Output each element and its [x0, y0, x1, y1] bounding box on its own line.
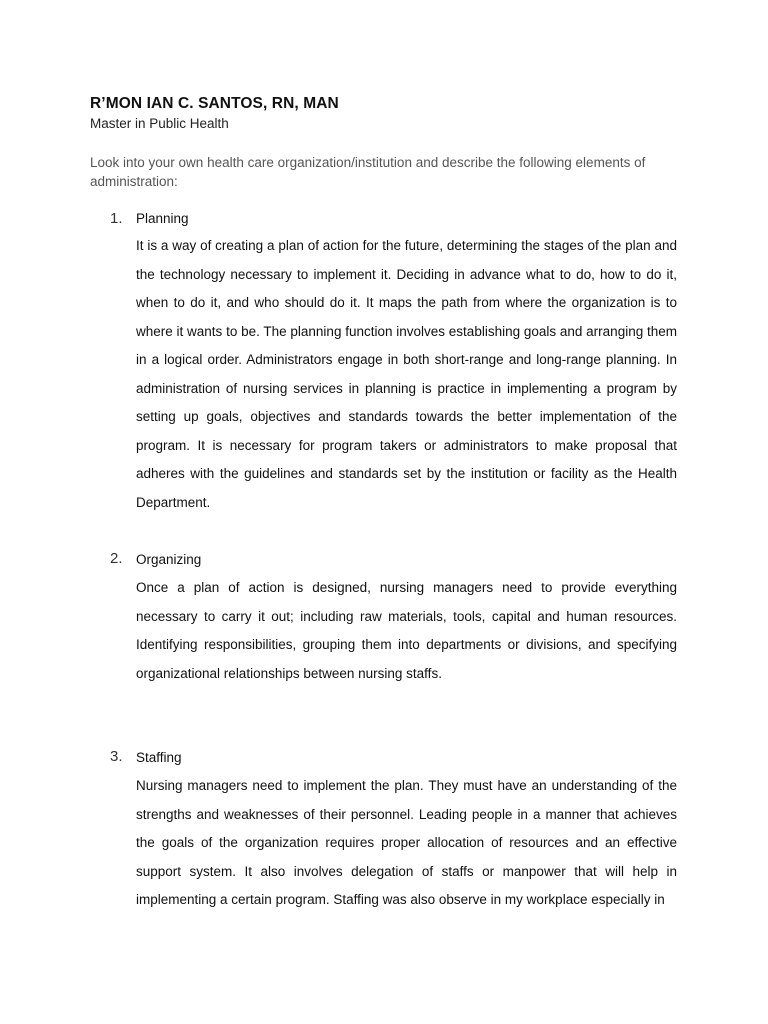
section-title-organizing: Organizing — [136, 552, 202, 567]
section-title-planning: Planning — [136, 211, 189, 226]
section-number-staffing: 3. — [110, 748, 123, 765]
assignment-prompt: Look into your own health care organization/institution and describe the following elements of administration: — [90, 155, 646, 189]
section-number-organizing: 2. — [110, 550, 123, 567]
section-body-planning: It is a way of creating a plan of action for the future, determining the stages of the plan and the technology necessary to implement it. Deciding in advance what to do, how to do it, when to do it, and who should do it. It maps the path from where the organization is to where it wants to be. The planning function involves establishing goals and arranging them in a logical order. Administrators engage in both short-range and long-range planning. In administration of nursing services in planning is practice in implementing a program by setting up goals, objectives and standards towards the better implementation of the program. It is necessary for program takers or administrators to make proposal that adheres with the guidelines and standards set by the institution or facility as the Health Department. — [136, 238, 677, 510]
section-number-planning: 1. — [110, 210, 123, 227]
author-name: R’MON IAN C. SANTOS, RN, MAN — [90, 95, 339, 112]
section-body-staffing: Nursing managers need to implement the plan. They must have an understanding of the strengths and weaknesses of their personnel. Leading people in a manner that achieves the goals of the organization requires proper allocation of resources and an effective support system. It also involves delegation of staffs or manpower that will help in implementing a certain program. Staffing was also observe in my workplace especially in — [136, 778, 677, 907]
section-body-organizing: Once a plan of action is designed, nursing managers need to provide everything necessary to carry it out; including raw materials, tools, capital and human resources. Identifying responsibilities, grouping them into departments or divisions, and specifying organizational relationships between nursing staffs. — [136, 580, 677, 681]
author-degree: Master in Public Health — [90, 116, 229, 131]
section-title-staffing: Staffing — [136, 750, 182, 765]
